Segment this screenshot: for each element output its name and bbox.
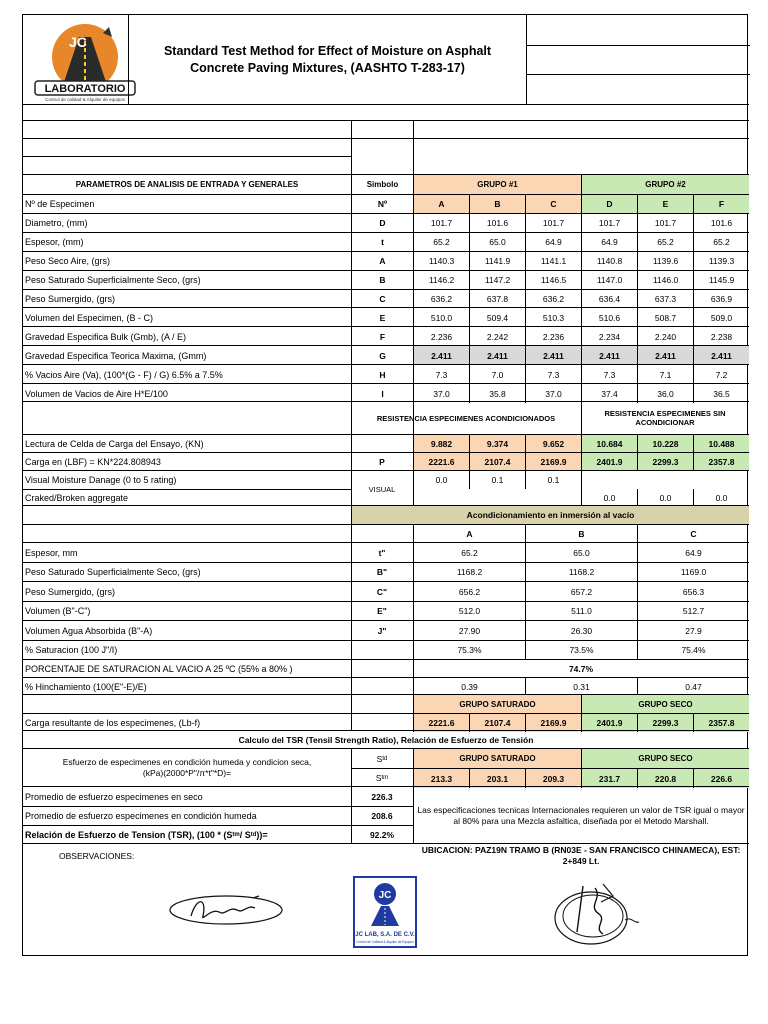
visual-damage-value: 0.1: [525, 471, 581, 489]
conditioning-value: 64.9: [637, 543, 749, 563]
conditioning-column-heading: C: [637, 525, 749, 543]
parameter-value: 637.8: [469, 290, 525, 309]
parameter-value: 1147.0: [581, 271, 637, 290]
parameter-value: 2.411: [525, 346, 581, 365]
conditioning-row: [23, 620, 749, 640]
cracked-aggregate-label: Craked/Broken aggregate: [25, 493, 129, 503]
parameter-value: 37.0: [525, 384, 581, 403]
load-lbf-value: 2221.6: [413, 453, 469, 471]
right-signature: [543, 876, 643, 957]
resistance-section: [23, 401, 749, 505]
conditioning-label: Peso Saturado Superficialmente Seco, (grs): [25, 567, 201, 578]
parameter-value: 101.7: [637, 214, 693, 233]
footer-section: [23, 843, 749, 957]
load-lbf-value: 2169.9: [525, 453, 581, 471]
parameter-value: 2.411: [637, 346, 693, 365]
cracked-aggregate-value: 0.0: [693, 489, 749, 507]
avg-dry-label: Promedio de esfuerzo especimenes en seco: [25, 791, 203, 802]
parameter-value: B: [469, 195, 525, 214]
group1-heading: GRUPO #1: [413, 175, 581, 194]
conditioning-row: [23, 542, 749, 562]
conditioning-label: Volumen Agua Absorbida (B"-A): [25, 625, 153, 636]
parameter-value: 1141.9: [469, 252, 525, 271]
parameter-label: % Vacios Aire (Va), (100*(G - F) / G) 6.5% a 7.5%: [25, 369, 223, 380]
saturation-value: 74.7%: [568, 664, 594, 674]
parameter-label: Peso Saturado Superficialmente Seco, (grs): [25, 275, 201, 286]
stamp-tagline: Control de Calidad & Alquiler de Equipos: [356, 940, 414, 944]
parameter-row: [23, 326, 749, 345]
resulting-load-value: 2299.3: [637, 714, 693, 732]
parameter-label: Espesor, (mm): [25, 237, 84, 248]
swell-value: 0.39: [413, 678, 525, 696]
parameter-symbol: I: [351, 384, 413, 403]
parameter-row: [23, 213, 749, 232]
conditioning-value: 75.4%: [637, 641, 749, 661]
conditioning-value: 75.3%: [413, 641, 525, 661]
parameter-value: 65.2: [413, 233, 469, 252]
parameter-row: [23, 345, 749, 364]
parameter-value: 2.234: [581, 327, 637, 346]
conditioning-label: Peso Sumergido, (grs): [25, 586, 116, 597]
conditioning-row: [23, 601, 749, 621]
stamp-company-name: JC LAB, S.A. DE C.V.: [355, 932, 415, 938]
parameter-value: 2.411: [693, 346, 749, 365]
parameter-row: [23, 232, 749, 251]
parameter-value: 510.3: [525, 308, 581, 327]
parameter-value: 101.7: [525, 214, 581, 233]
parameter-value: 35.8: [469, 384, 525, 403]
parameter-value: 2.238: [693, 327, 749, 346]
parameter-value: 1146.0: [637, 271, 693, 290]
parameter-value: 637.3: [637, 290, 693, 309]
conditioning-symbol: t": [378, 547, 386, 558]
resulting-load-value: 2357.8: [693, 714, 749, 732]
symbol-std: S td: [376, 753, 388, 764]
parameter-value: 1140.3: [413, 252, 469, 271]
parameter-symbol: C: [351, 290, 413, 309]
load-lbf-value: 2357.8: [693, 453, 749, 471]
parameter-value: 36.5: [693, 384, 749, 403]
parameter-label: Nº de Especimen: [25, 199, 95, 210]
parameter-symbol: D: [351, 214, 413, 233]
conditioning-label: % Saturacion (100 J"/I): [25, 645, 118, 656]
conditioning-value: 1168.2: [525, 563, 637, 583]
conditioning-value: 1168.2: [413, 563, 525, 583]
parameter-value: 64.9: [525, 233, 581, 252]
conditioned-heading: RESISTENCIA ESPECIMENES ACONDICIONADOS: [376, 413, 556, 423]
load-lbf-value: 2299.3: [637, 453, 693, 471]
load-reading-value: 10.684: [581, 435, 637, 453]
parameter-value: 2.411: [581, 346, 637, 365]
conditioning-value: 27.90: [413, 621, 525, 641]
stress-section: [23, 748, 749, 786]
stress-saturated-heading: GRUPO SATURADO: [413, 749, 581, 768]
parameter-value: 7.0: [469, 365, 525, 384]
parameter-value: 65.2: [637, 233, 693, 252]
parameter-value: 2.240: [637, 327, 693, 346]
parameter-label: Gravedad Especifica Bulk (Gmb), (A / E): [25, 331, 187, 342]
conditioning-value: 657.2: [525, 582, 637, 602]
conditioning-row: [23, 640, 749, 660]
parameter-value: 2.236: [413, 327, 469, 346]
logo-wordmark: LABORATORIO: [44, 83, 126, 95]
parameter-value: C: [525, 195, 581, 214]
parameter-symbol: F: [351, 327, 413, 346]
parameter-value: 636.4: [581, 290, 637, 309]
conditioning-column-heading: A: [413, 525, 525, 543]
parameter-value: 65.2: [693, 233, 749, 252]
load-lbf-value: 2107.4: [469, 453, 525, 471]
parameters-heading: PARAMETROS DE ANALISIS DE ENTRADA Y GENERALES: [75, 180, 299, 189]
parameter-value: 510.6: [581, 308, 637, 327]
resulting-load-value: 2107.4: [469, 714, 525, 732]
conditioning-label: Volumen (B"-C"): [25, 606, 91, 617]
parameter-symbol: H: [351, 365, 413, 384]
parameter-label: Peso Sumergido, (grs): [25, 293, 116, 304]
parameter-symbol: E: [351, 308, 413, 327]
parameter-symbol: A: [351, 252, 413, 271]
conditioning-heading: Acondicionamiento en inmersión al vacío: [351, 506, 749, 524]
symbol-stm: S tm: [375, 772, 389, 783]
conditioning-symbol: C": [376, 586, 388, 597]
visual-symbol: VISUAL: [368, 484, 396, 494]
parameter-symbol: Nº: [351, 195, 413, 214]
conditioning-value: 656.2: [413, 582, 525, 602]
loads-saturated-heading: GRUPO SATURADO: [413, 695, 581, 713]
stress-dry-heading: GRUPO SECO: [581, 749, 749, 768]
conditioning-value: 73.5%: [525, 641, 637, 661]
report-title-block: [128, 15, 526, 104]
parameter-value: 1146.2: [413, 271, 469, 290]
test-report-sheet: [22, 14, 748, 956]
resulting-load-value: 2401.9: [581, 714, 637, 732]
stress-value: 231.7: [581, 769, 637, 788]
parameter-value: 1140.8: [581, 252, 637, 271]
resulting-load-label: Carga resultante de los especimenes, (Lb-f): [25, 718, 201, 728]
parameter-value: 508.7: [637, 308, 693, 327]
conditioning-symbol: B": [376, 567, 388, 578]
parameter-label: Diametro, (mm): [25, 218, 88, 229]
symbol-heading: Simbolo: [351, 175, 413, 194]
avg-wet-label: Promedio de esfuerzo especimenes en condición humeda: [25, 810, 257, 821]
conditioning-value: 1169.0: [637, 563, 749, 583]
parameter-value: 101.6: [693, 214, 749, 233]
parameter-label: Volumen de Vacios de Aire H*E/100: [25, 388, 168, 399]
observations-label: OBSERVACIONES:: [59, 851, 135, 861]
header-info-box: [526, 15, 749, 104]
avg-wet-value: 208.6: [371, 810, 393, 821]
parameter-value: 2.411: [413, 346, 469, 365]
tsr-specification-note: Las especificaciones tecnicas Internacionales requieren un valor de TSR igual o mayor al 80% para una Mezcla asfaltica, diseñada por el Metodo Marshall.: [417, 805, 745, 826]
parameter-value: 1145.9: [693, 271, 749, 290]
resulting-load-value: 2169.9: [525, 714, 581, 732]
stress-value: 203.1: [469, 769, 525, 788]
parameter-value: 7.3: [413, 365, 469, 384]
cracked-aggregate-value: 0.0: [637, 489, 693, 507]
parameter-value: 1139.3: [693, 252, 749, 271]
parameter-value: 101.7: [413, 214, 469, 233]
parameter-row: [23, 307, 749, 326]
parameter-value: 1146.5: [525, 271, 581, 290]
parameter-row: [23, 270, 749, 289]
conditioning-symbol: E": [377, 606, 387, 617]
stress-value: 213.3: [413, 769, 469, 788]
parameter-row: [23, 251, 749, 270]
conditioning-value: 65.0: [525, 543, 637, 563]
tsr-heading-row: [23, 730, 749, 748]
stress-label-line2: (kPa)(2000*P"/π*t"*D)=: [142, 768, 232, 778]
parameter-value: 101.7: [581, 214, 637, 233]
parameter-value: A: [413, 195, 469, 214]
conditioning-row: [23, 581, 749, 601]
parameter-value: 510.0: [413, 308, 469, 327]
parameter-value: 7.2: [693, 365, 749, 384]
logo-tagline: Control de calidad & Alquiler de equipos: [45, 97, 125, 102]
parameter-value: D: [581, 195, 637, 214]
unconditioned-heading: RESISTENCIA ESPECIMENES SIN ACONDICIONAR: [604, 409, 726, 427]
stamp-initials: JC: [378, 890, 392, 901]
load-reading-value: 10.228: [637, 435, 693, 453]
parameter-value: 7.3: [581, 365, 637, 384]
parameter-symbol: G: [351, 346, 413, 365]
loads-dry-heading: GRUPO SECO: [581, 695, 749, 713]
parameters-table: [23, 174, 749, 401]
stress-label-line1: Esfuerzo de especimenes en condición humeda y condicion seca,: [62, 757, 312, 767]
parameter-value: 636.9: [693, 290, 749, 309]
parameter-label: Volumen del Especimen, (B - C): [25, 312, 154, 323]
saturation-label: PORCENTAJE DE SATURACION AL VACIO A 25 ºC (55% a 80% ): [25, 664, 293, 674]
conditioning-row: [23, 562, 749, 582]
parameter-value: 37.0: [413, 384, 469, 403]
resulting-load-value: 2221.6: [413, 714, 469, 732]
load-reading-value: 9.882: [413, 435, 469, 453]
report-title-line2: Concrete Paving Mixtures, (AASHTO T-283-17): [190, 60, 465, 75]
parameter-value: 36.0: [637, 384, 693, 403]
swell-value: 0.47: [637, 678, 749, 696]
load-reading-value: 9.374: [469, 435, 525, 453]
cracked-aggregate-value: 0.0: [581, 489, 637, 507]
load-lbf-symbol: P: [379, 457, 385, 467]
conditioning-symbol: J": [377, 625, 387, 636]
parameter-value: 509.0: [693, 308, 749, 327]
visual-damage-value: 0.0: [413, 471, 469, 489]
conditioning-value: 27.9: [637, 621, 749, 641]
logo-initials: JC: [69, 34, 87, 50]
parameter-value: 1139.6: [637, 252, 693, 271]
visual-damage-value: 0.1: [469, 471, 525, 489]
stress-value: 226.6: [693, 769, 749, 788]
parameter-value: 37.4: [581, 384, 637, 403]
parameter-value: 7.3: [525, 365, 581, 384]
avg-dry-value: 226.3: [371, 791, 393, 802]
conditioning-value: 512.7: [637, 602, 749, 622]
conditioning-value: 26.30: [525, 621, 637, 641]
parameter-value: 101.6: [469, 214, 525, 233]
parameter-value: F: [693, 195, 749, 214]
parameter-value: E: [637, 195, 693, 214]
parameter-value: 64.9: [581, 233, 637, 252]
visual-damage-label: Visual Moisture Danage (0 to 5 rating): [25, 475, 177, 485]
load-reading-value: 9.652: [525, 435, 581, 453]
parameter-row: [23, 383, 749, 402]
parameter-row: [23, 364, 749, 383]
swell-label: % Hinchamiento (100(E"-E)/E): [25, 682, 147, 692]
stress-value: 220.8: [637, 769, 693, 788]
load-lbf-value: 2401.9: [581, 453, 637, 471]
load-reading-value: 10.488: [693, 435, 749, 453]
parameter-row: [23, 289, 749, 308]
parameter-value: 1147.2: [469, 271, 525, 290]
parameter-value: 636.2: [525, 290, 581, 309]
parameter-value: 1141.1: [525, 252, 581, 271]
conditioning-value: 511.0: [525, 602, 637, 622]
load-lbf-label: Carga en (LBF) = KN*224.808943: [25, 457, 161, 467]
tsr-heading: Calculo del TSR (Tensil Strength Ratio), Relación de Esfuerzo de Tensión: [238, 735, 534, 745]
parameter-value: 509.4: [469, 308, 525, 327]
swell-value: 0.31: [525, 678, 637, 696]
conditioning-column-heading: B: [525, 525, 637, 543]
conditioning-value: 65.2: [413, 543, 525, 563]
parameter-symbol: B: [351, 271, 413, 290]
parameter-value: 65.0: [469, 233, 525, 252]
parameter-row: [23, 194, 749, 213]
company-stamp: [353, 876, 417, 953]
tsr-ratio-value: 92.2%: [369, 829, 395, 840]
left-signature: [167, 888, 285, 937]
tsr-ratio-label: Relación de Esfuerzo de Tension (TSR), (100 * (S tm / S td ))=: [25, 829, 268, 840]
location-text: UBICACION: PAZ19N TRAMO B (RN03E - SAN FRANCISCO CHINAMECA), EST: 2+849 Lt.: [421, 845, 741, 866]
parameter-label: Peso Seco Aire, (grs): [25, 256, 111, 267]
tsr-results: [23, 786, 749, 843]
stress-value: 209.3: [525, 769, 581, 788]
parameter-value: 636.2: [413, 290, 469, 309]
load-reading-label: Lectura de Celda de Carga del Ensayo, (KN): [25, 439, 204, 449]
conditioning-symbol: [351, 641, 413, 661]
parameter-symbol: t: [351, 233, 413, 252]
conditioning-label: Espesor, mm: [25, 547, 78, 558]
parameter-value: 2.236: [525, 327, 581, 346]
report-title-line1: Standard Test Method for Effect of Moisture on Asphalt: [163, 43, 492, 58]
conditioning-value: 656.3: [637, 582, 749, 602]
group2-heading: GRUPO #2: [581, 175, 749, 194]
parameter-label: Gravedad Especifica Teorica Maxima, (Gmm): [25, 350, 207, 361]
conditioning-section: [23, 505, 749, 694]
resulting-loads-section: [23, 694, 749, 730]
parameter-value: 2.242: [469, 327, 525, 346]
conditioning-value: 512.0: [413, 602, 525, 622]
parameter-value: 7.1: [637, 365, 693, 384]
parameter-value: 2.411: [469, 346, 525, 365]
